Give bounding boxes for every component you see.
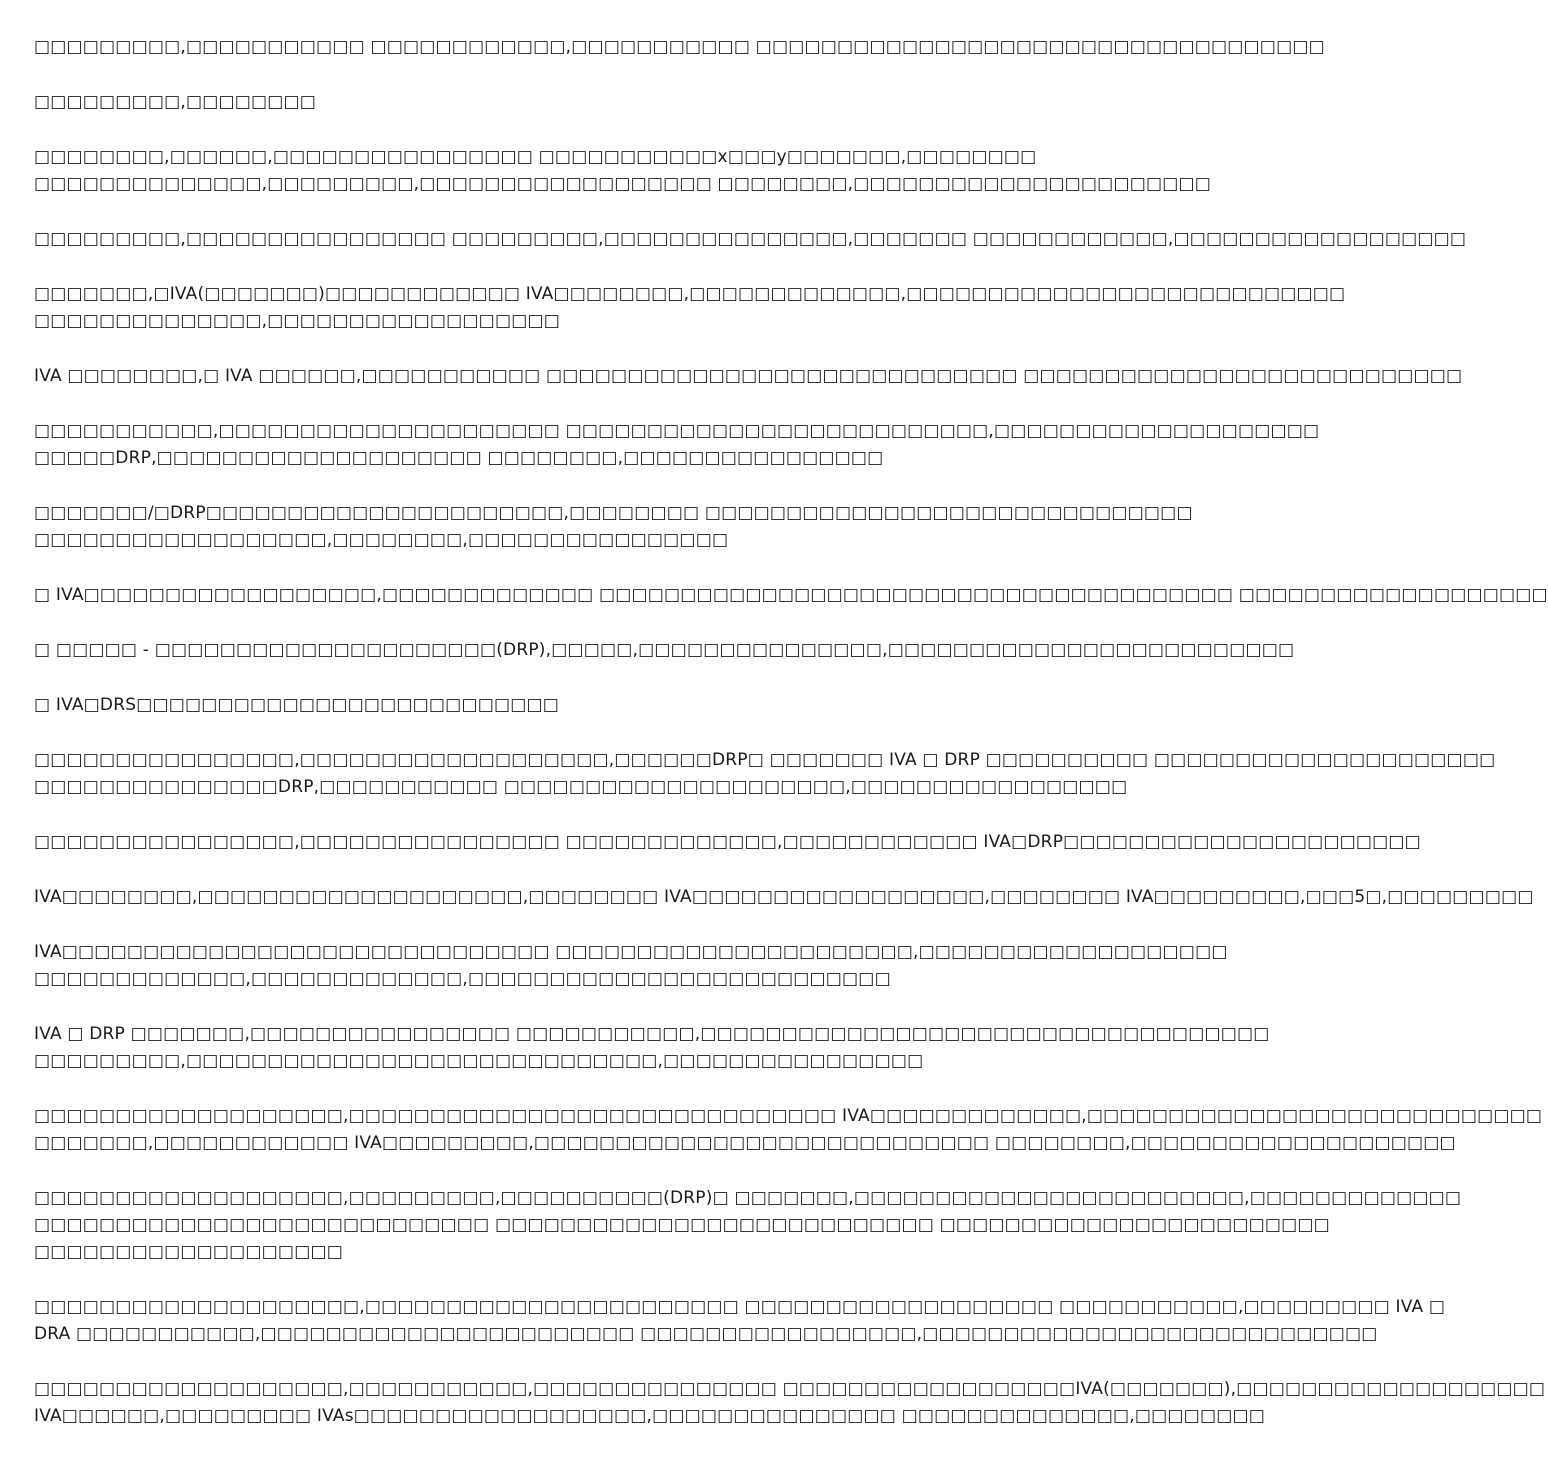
text-line: □ IVA□□□□□□□□□□□□□□□□□□,□□□□□□□□□□□□□ □□□□□□□□□□□□□□□□□□□□□□□□□□□□□□□□□□□□□□□ □□□□□□□□□□□□□□□□□□□ [34, 585, 1548, 605]
paragraph [34, 1376, 1546, 1430]
text-line: □ IVA□DRS□□□□□□□□□□□□□□□□□□□□□□□□□□ [34, 695, 560, 715]
paragraph [34, 226, 1467, 253]
text-line: IVA □ DRP □□□□□□□,□□□□□□□□□□□□□□□□ □□□□□□□□□□□,□□□□□□□□□□□□□□□□□□□□□□□□□□□□□□□□□□□ [34, 1024, 1270, 1044]
text-line: □□□□□□□,□□□□□□□□□□□□ IVA□□□□□□□□□,□□□□□□□□□□□□□□□□□□□□□□□□□□□□ □□□□□□□□,□□□□□□□□□□□□□□□□□□□□ [34, 1133, 1456, 1153]
paragraph [34, 144, 1212, 198]
paragraph [34, 1294, 1446, 1348]
text-line: □□□□□□□□□□□,□□□□□□□□□□□□□□□□□□□□□ □□□□□□□□□□□□□□□□□□□□□□□□□□,□□□□□□□□□□□□□□□□□□□□ [34, 421, 1320, 441]
text-line: □□□□□□□□□□□□□□□□□□□,□□□□□□□□□□□□□□□□□□□□□□□□□□□□□□ IVA□□□□□□□□□□□□□,□□□□□□□□□□□□□□□□□□□□□□□□□□□□ [34, 1106, 1543, 1126]
text-line: □ □□□□□ - □□□□□□□□□□□□□□□□□□□□□(DRP),□□□□□,□□□□□□□□□□□□□□□,□□□□□□□□□□□□□□□□□□□□□□□□□ [34, 640, 1295, 660]
text-line: □□□□□□□/□DRP□□□□□□□□□□□□□□□□□□□□□□,□□□□□□□□ □□□□□□□□□□□□□□□□□□□□□□□□□□□□□□ [34, 503, 1193, 523]
paragraph [34, 34, 1325, 61]
text-line: □□□□□□□,□IVA(□□□□□□□)□□□□□□□□□□□□ IVA□□□□□□□□,□□□□□□□□□□□□□,□□□□□□□□□□□□□□□□□□□□□□□□□□□ [34, 284, 1346, 304]
text-line: □□□□□□□□□□□□□□□□,□□□□□□□□□□□□□□□□□□□,□□□□□□DRP□ □□□□□□□ IVA □ DRP □□□□□□□□□□ □□□□□□□□□□□□□□□□□□□□□ [34, 750, 1496, 770]
paragraph [34, 939, 1228, 993]
paragraph [34, 418, 1320, 472]
document-body [34, 34, 1548, 1458]
paragraph [34, 281, 1346, 335]
text-line: □□□□□□□□□□□□□□□□,□□□□□□□□□□□□□□□□ □□□□□□□□□□□□□,□□□□□□□□□□□□ IVA□DRP□□□□□□□□□□□□□□□□□□□□□□ [34, 832, 1421, 852]
text-line: □□□□□□□□□,□□□□□□□□□□□□□□□□□□□□□□□□□□□□□,□□□□□□□□□□□□□□□□ [34, 1051, 924, 1071]
paragraph [34, 884, 1534, 911]
paragraph [34, 637, 1295, 664]
text-line: □□□□□□□□□□□□□□□□□□□□,□□□□□□□□□□□□□□□□□□□□□□□ □□□□□□□□□□□□□□□□□□□ □□□□□□□□□□□,□□□□□□□□□ IVA □ [34, 1297, 1446, 1317]
text-line: IVA □□□□□□□□,□ IVA □□□□□□,□□□□□□□□□□□ □□□□□□□□□□□□□□□□□□□□□□□□□□□□□ □□□□□□□□□□□□□□□□□□□□□□□□□□□ [34, 366, 1463, 386]
text-line: □□□□□□□□□□□□□□,□□□□□□□□□□□□□□□□□□ [34, 311, 560, 331]
text-line: □□□□□□□□□□□□□,□□□□□□□□□□□□□,□□□□□□□□□□□□□□□□□□□□□□□□□□ [34, 969, 891, 989]
paragraph [34, 692, 984, 719]
text-line: □□□□□□□□,□□□□□□,□□□□□□□□□□□□□□□□ □□□□□□□□□□□x□□□y□□□□□□□,□□□□□□□□ [34, 147, 1037, 167]
text-line: DRA □□□□□□□□□□□,□□□□□□□□□□□□□□□□□□□□□□□ □□□□□□□□□□□□□□□□□,□□□□□□□□□□□□□□□□□□□□□□□□□□□□ [34, 1324, 1378, 1344]
paragraph [34, 1021, 1270, 1075]
text-line: □□□□□□□□□□□□□□□□□□□,□□□□□□□□□,□□□□□□□□□□(DRP)□ □□□□□□□,□□□□□□□□□□□□□□□□□□□□□□□□,□□□□□□□□□□□□□ [34, 1188, 1462, 1208]
text-line: □□□□□□□□□□□□□□□□□□,□□□□□□□□,□□□□□□□□□□□□□□□□ [34, 530, 729, 550]
text-line: □□□□□□□□□□□□□□□□□□□□□□□□□□□□ □□□□□□□□□□□□□□□□□□□□□□□□□□□ □□□□□□□□□□□□□□□□□□□□□□□□ [34, 1215, 1330, 1235]
paragraph [34, 89, 984, 116]
text-line: IVA□□□□□□,□□□□□□□□□ IVAs□□□□□□□□□□□□□□□□□□,□□□□□□□□□□□□□□□ □□□□□□□□□□□□□□,□□□□□□□□ [34, 1406, 1265, 1426]
paragraph [34, 582, 1548, 609]
text-line: □□□□□□□□□,□□□□□□□□□□□□□□□□ □□□□□□□□□,□□□□□□□□□□□□□□□,□□□□□□□ □□□□□□□□□□□□,□□□□□□□□□□□□□□□□□□ [34, 229, 1467, 249]
text-line: IVA□□□□□□□□,□□□□□□□□□□□□□□□□□□□□,□□□□□□□□ IVA□□□□□□□□□□□□□□□□□□,□□□□□□□□ IVA□□□□□□□□□,□□□5□,□□□□□□□□□ [34, 887, 1534, 907]
paragraph [34, 747, 1496, 801]
text-line: □□□□□□□□□□□□□□□DRP,□□□□□□□□□□□ □□□□□□□□□□□□□□□□□□□□□,□□□□□□□□□□□□□□□□□ [34, 777, 1128, 797]
paragraph [34, 829, 1421, 856]
paragraph [34, 1103, 1543, 1157]
text-line: □□□□□DRP,□□□□□□□□□□□□□□□□□□□□ □□□□□□□□,□□□□□□□□□□□□□□□□ [34, 448, 884, 468]
text-line: □□□□□□□□□□□□□□□□□□□ [34, 1242, 343, 1262]
paragraph [34, 500, 1193, 554]
text-line: □□□□□□□□□,□□□□□□□□ [34, 92, 317, 112]
text-line: □□□□□□□□□□□□□□□□□□□,□□□□□□□□□□□,□□□□□□□□□□□□□□□ □□□□□□□□□□□□□□□□□□IVA(□□□□□□□),□□□□□□□□□□□□□□□□□□□ [34, 1379, 1546, 1399]
paragraph [34, 363, 1463, 390]
paragraph [34, 1185, 1462, 1266]
text-line: □□□□□□□□□□□□□□,□□□□□□□□□,□□□□□□□□□□□□□□□□□□ □□□□□□□□,□□□□□□□□□□□□□□□□□□□□□□ [34, 174, 1212, 194]
text-line: □□□□□□□□□,□□□□□□□□□□□ □□□□□□□□□□□□,□□□□□□□□□□□ □□□□□□□□□□□□□□□□□□□□□□□□□□□□□□□□□□□ [34, 37, 1325, 57]
text-line: IVA□□□□□□□□□□□□□□□□□□□□□□□□□□□□□□ □□□□□□□□□□□□□□□□□□□□□□,□□□□□□□□□□□□□□□□□□□ [34, 942, 1228, 962]
